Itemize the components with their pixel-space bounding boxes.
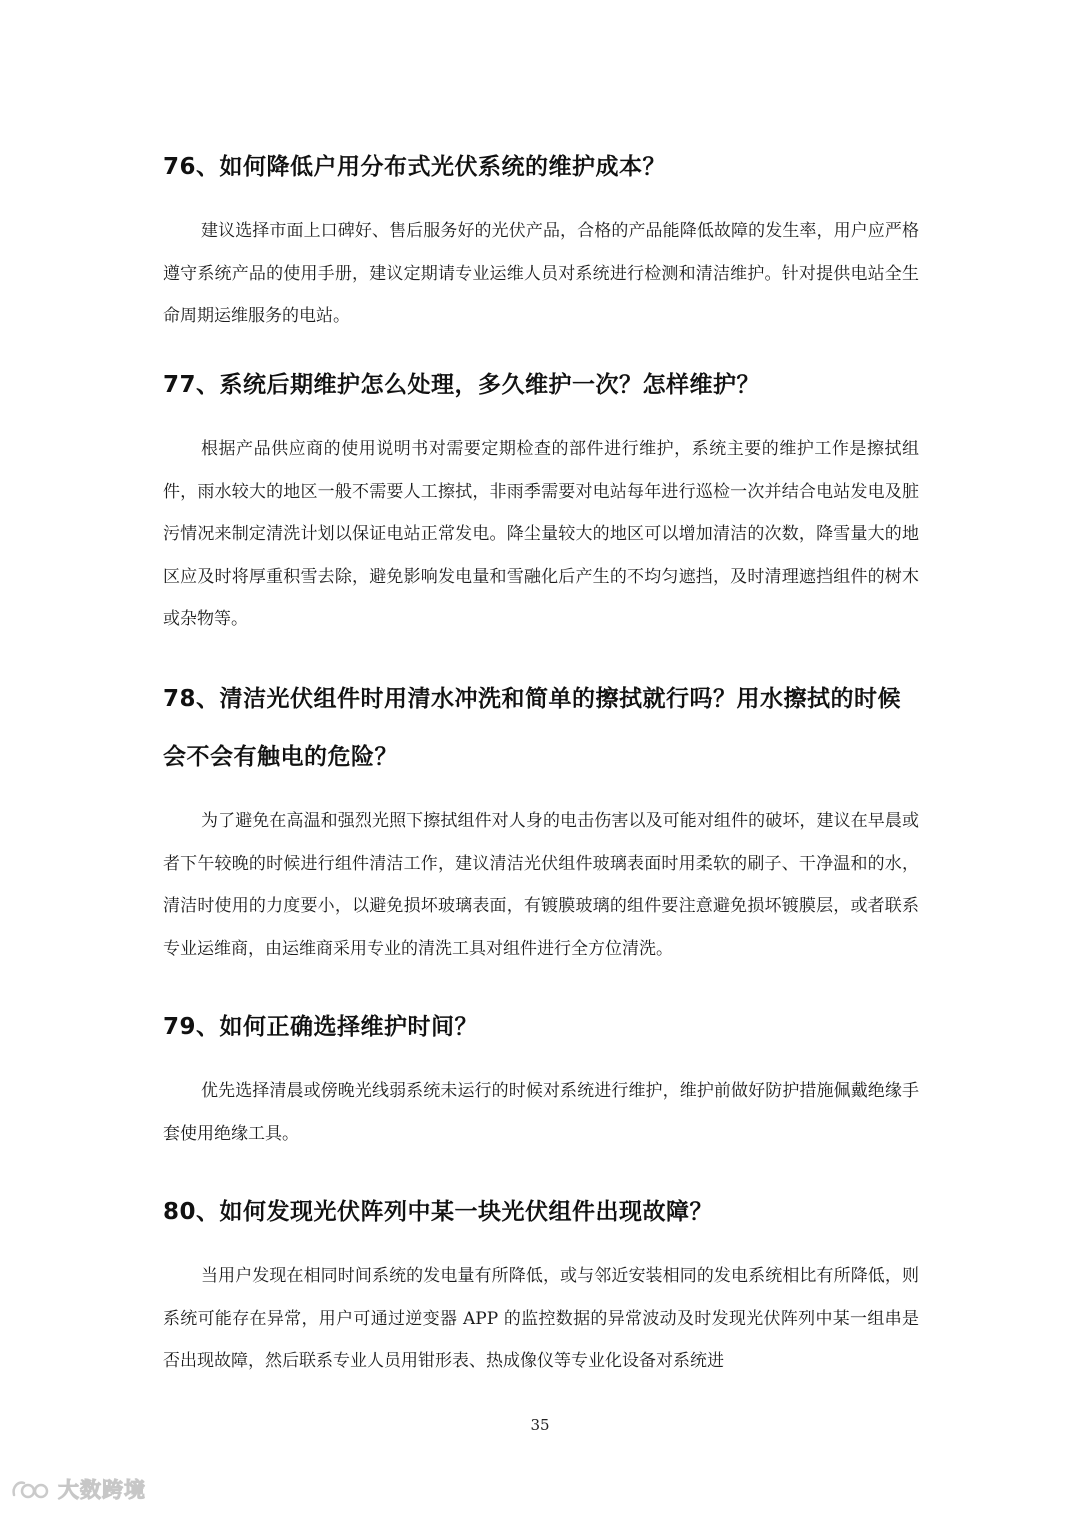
question-title: 76、如何降低户用分布式光伏系统的维护成本？ <box>163 154 667 180</box>
question-title: 79、如何正确选择维护时间？ <box>163 1014 479 1040</box>
question-title: 77、系统后期维护怎么处理，多久维护一次？怎样维护？ <box>163 372 761 398</box>
answer-paragraph: 建议选择市面上口碑好、售后服务好的光伏产品，合格的产品能降低故障的发生率，用户应严格遵守系统产品的使用手册，建议定期请专业运维人员对系统进行检测和清洁维护。针对提供电站全生命周期运维服务的电站。 <box>163 221 919 326</box>
qa-section-80 <box>163 1183 919 1383</box>
watermark <box>8 1474 146 1504</box>
answer-paragraph: 根据产品供应商的使用说明书对需要定期检查的部件进行维护，系统主要的维护工作是擦拭组件，雨水较大的地区一般不需要人工擦拭，非雨季需要对电站每年进行巡检一次并结合电站发电及脏污情况来制定清洗计划以保证电站正常发电。降尘量较大的地区可以增加清洁的次数，降雪量大的地区应及时将厚重积雪去除，避免影响发电量和雪融化后产生的不均匀遮挡，及时清理遮挡组件的树木或杂物等。 <box>163 439 919 629</box>
question-title: 80、如何发现光伏阵列中某一块光伏组件出现故障？ <box>163 1199 714 1225</box>
brand-logo-icon <box>8 1475 52 1503</box>
qa-section-77 <box>163 356 919 641</box>
watermark-text: 大数跨境 <box>58 1478 146 1502</box>
answer-paragraph: 当用户发现在相同时间系统的发电量有所降低，或与邻近安装相同的发电系统相比有所降低，则系统可能存在异常，用户可通过逆变器 APP 的监控数据的异常波动及时发现光伏阵列中某一组串是否出现故障，然后联系专业人员用钳形表、热成像仪等专业化设备对系统进 <box>163 1266 919 1371</box>
qa-section-76 <box>163 138 919 338</box>
answer-paragraph: 优先选择清晨或傍晚光线弱系统未运行的时候对系统进行维护，维护前做好防护措施佩戴绝缘手套使用绝缘工具。 <box>163 1081 919 1144</box>
question-title: 78、清洁光伏组件时用清水冲洗和简单的擦拭就行吗？用水擦拭的时候会不会有触电的危险？ <box>163 686 902 770</box>
page-number: 35 <box>530 1416 550 1434</box>
qa-section-78 <box>163 670 919 970</box>
qa-section-79 <box>163 998 919 1155</box>
answer-paragraph: 为了避免在高温和强烈光照下擦拭组件对人身的电击伤害以及可能对组件的破坏，建议在早晨或者下午较晚的时候进行组件清洁工作，建议清洁光伏组件玻璃表面时用柔软的刷子、干净温和的水，清洁时使用的力度要小，以避免损坏玻璃表面，有镀膜玻璃的组件要注意避免损坏镀膜层，或者联系专业运维商，由运维商采用专业的清洗工具对组件进行全方位清洗。 <box>163 811 919 959</box>
